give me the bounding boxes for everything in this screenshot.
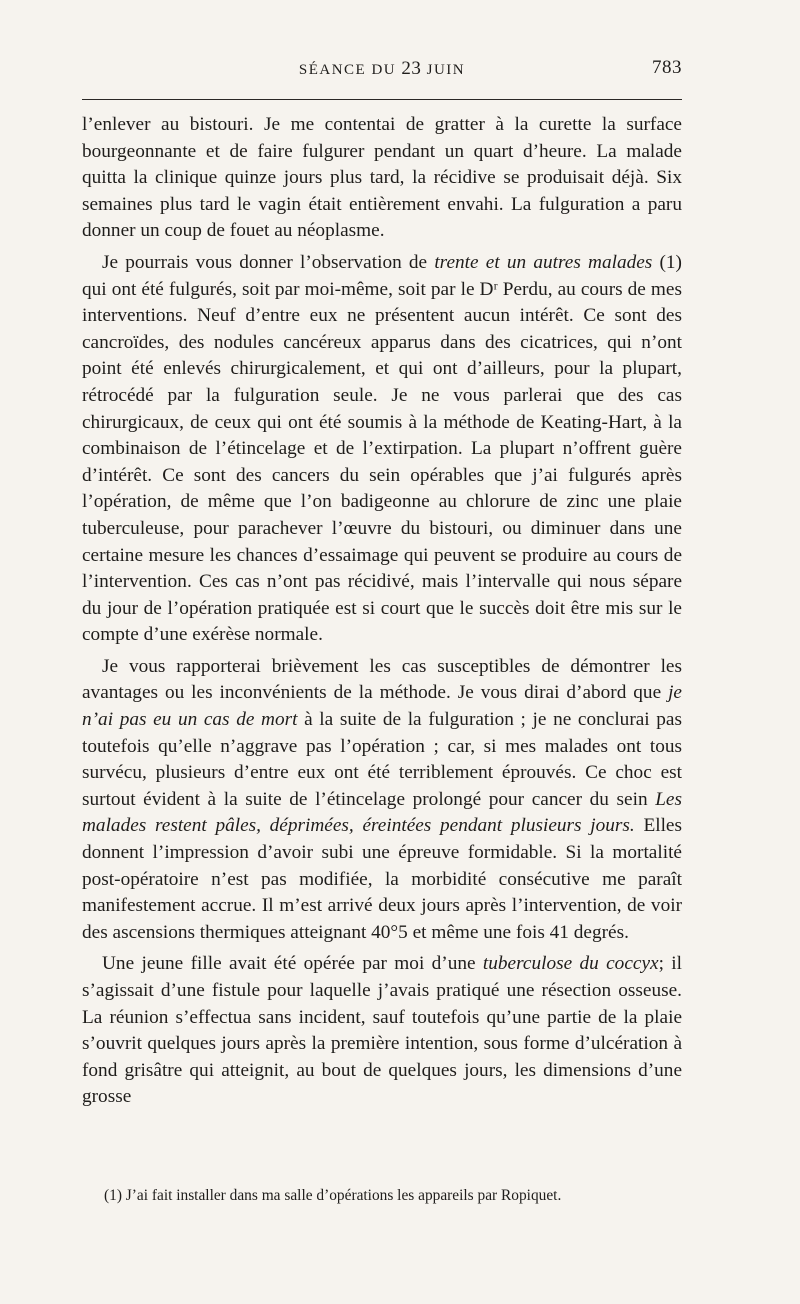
paragraph-1: l’enlever au bistouri. Je me contentai de gratter à la curette la surface bourgeonnante et de faire fulgurer pendant un quart d’heure. La malade quitta la clinique quinze jours plus tard, la récidive se produisait déjà. Six semaines plus tard le vagin était entièrement envahi. La fulguration a paru donner un coup de fouet au néoplasme.: [82, 114, 682, 242]
running-title-prefix: SÉANCE DU: [298, 62, 397, 78]
paragraph-3-italic-1: je n’ai pas eu un cas de mort: [82, 682, 682, 731]
paragraph-2-italic-1: trente et un autres malades: [434, 251, 653, 273]
page-number: 783: [652, 57, 682, 78]
paragraph-3-text-c: Elles donnent l’impression d’avoir subi une épreuve formidable. Si la mortalité post-opératoire n’est pas modifiée, la morbidité consécutive me paraît manifestement accrue. Il m’est arrivé deux jours après l’intervention, de voir des ascensions thermiques atteignant 40°5 et même une fois 41 degrés.: [82, 815, 682, 943]
running-title: [82, 58, 682, 80]
footnote: (1) J’ai fait installer dans ma salle d’opérations les appareils par Ropiquet.: [104, 1187, 562, 1204]
paragraph-2-text-b: (1) qui ont été fulgurés, soit par moi-même, soit par le Dʳ Perdu, au cours de mes interventions. Neuf d’entre eux ne présentent aucun intérêt. Ce sont des cancroïdes, des nodules cancéreux apparus dans des cicatrices, qui n’ont point été enlevés chirurgicalement, et qui ont d’ailleurs, pour la plupart, rétrocédé par la fulguration seule. Je ne vous parlerai que des cas chirurgicaux, de ceux qui ont été soumis à la méthode de Keating-Hart, à la combinaison de l’étincelage et de l’extirpation. La plupart n’offrent guère d’intérêt. Ce sont des cancers du sein opérables que j’ai fulgurés après l’opération, de même que l’on badigeonne au chlorure de zinc une plaie tuberculeuse, pour parachever l’œuvre du bistouri, ou diminuer dans une certaine mesure les chances d’essaimage qui peuvent se produire au cours de l’intervention. Ces cas n’ont pas récidivé, mais l’intervalle qui nous sépare du jour de l’opération pratiquée est si court que le succès doit être mis sur le compte d’une exérèse normale.: [82, 251, 682, 646]
paragraph-4: [82, 951, 682, 1111]
page-header: [82, 58, 682, 88]
paragraph-4-italic-1: tuberculose du coccyx: [482, 953, 659, 975]
paragraph-3-text-b: à la suite de la fulguration ; je ne conclurai pas toutefois qu’elle n’aggrave pas l’opération ; car, si mes malades ont tous survécu, plusieurs d’entre eux ont été terriblement éprouvés. Ce choc est surtout évident à la suite de l’étincelage prolongé pour cancer du sein: [82, 709, 682, 810]
paragraph-3-text-a: Je vous rapporterai brièvement les cas susceptibles de démontrer les avantages ou les inconvénients de la méthode. Je vous dirai d’abord que: [82, 655, 682, 704]
paragraph-4-text-a: Une jeune fille avait été opérée par moi d’une: [102, 953, 483, 975]
paragraph-4-text-b: ; il s’agissait d’une fistule pour laquelle j’avais pratiqué une résection osseuse. La réunion s’effectua sans incident, sauf toutefois qu’une partie de la plaie s’ouvrit quelques jours après la première intention, sous forme d’ulcération à fond grisâtre qui atteignit, au bout de quelques jours, les dimensions d’une grosse: [82, 953, 682, 1108]
running-title-day: 23: [401, 58, 422, 79]
body-text: [82, 112, 682, 1111]
paragraph-3: [82, 654, 682, 947]
paragraph-2: [82, 250, 682, 649]
paragraph-3-italic-2: Les malades restent pâles, déprimées, éreintées pendant plusieurs jours.: [82, 788, 682, 837]
header-rule: [82, 99, 682, 100]
paragraph-2-text-a: Je pourrais vous donner l’observation de: [102, 251, 435, 273]
running-title-suffix: JUIN: [426, 62, 466, 78]
